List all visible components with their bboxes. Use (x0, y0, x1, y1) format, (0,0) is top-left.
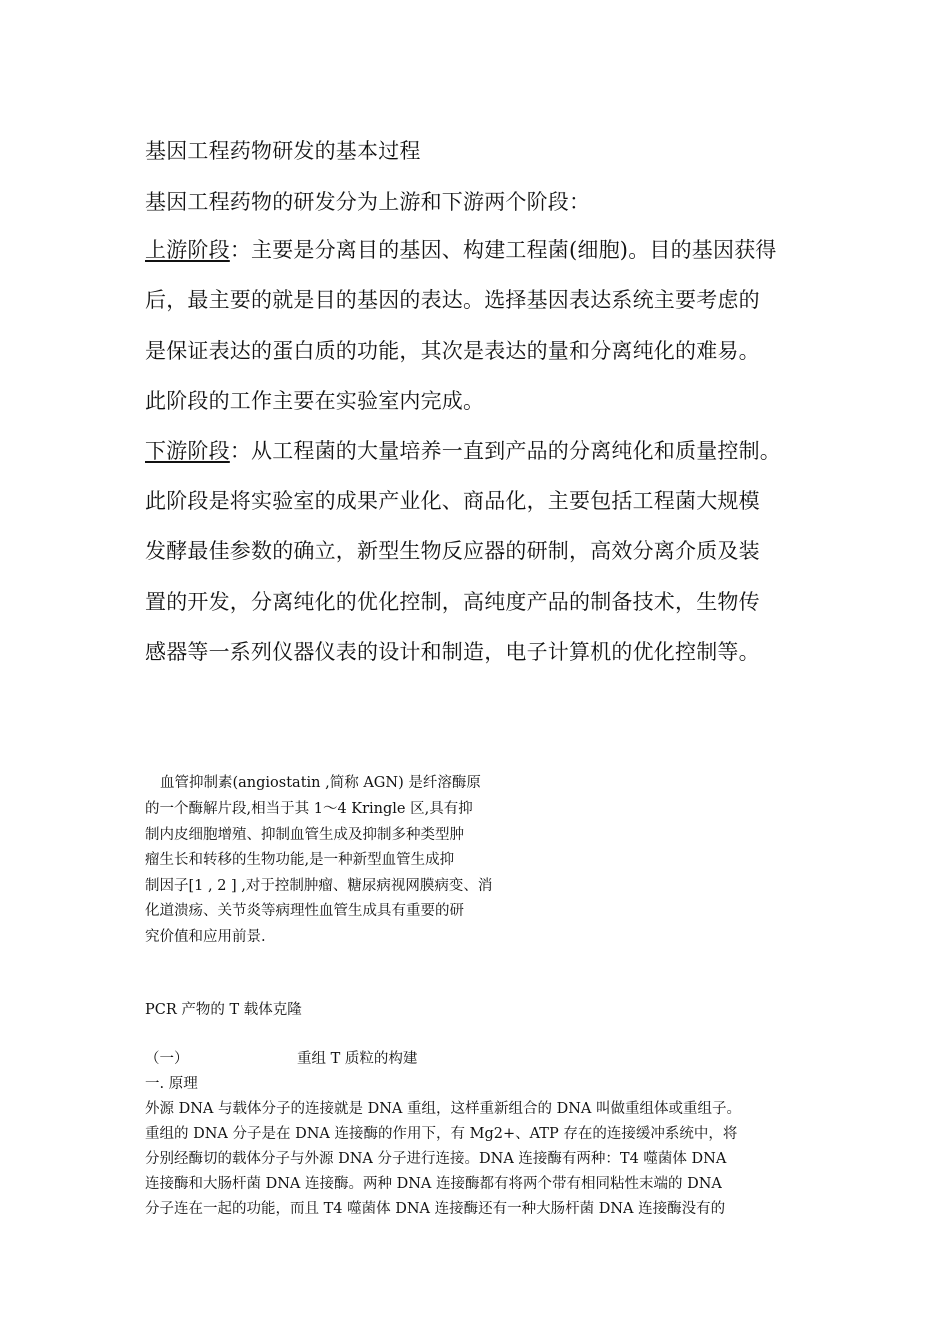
downstream-label: 下游阶段 (145, 439, 230, 463)
upstream-paragraph-line-2: 后，最主要的就是目的基因的表达。选择基因表达系统主要考虑的 (145, 288, 760, 312)
section-title: 基因工程药物研发的基本过程 (145, 139, 421, 163)
principle-body-line-1: 外源 DNA 与载体分子的连接就是 DNA 重组，这样重新组合的 DNA 叫做重组体或重组子。 (145, 1101, 742, 1117)
downstream-paragraph-line-3: 发酵最佳参数的确立，新型生物反应器的研制，高效分离介质及装 (145, 539, 760, 563)
subsection-number: （一） (145, 1051, 189, 1067)
upstream-line-1-text: ：主要是分离目的基因、构建工程菌(细胞)。目的基因获得 (229, 238, 777, 262)
downstream-paragraph-line-4: 置的开发，分离纯化的优化控制，高纯度产品的制备技术，生物传 (145, 590, 760, 614)
pcr-section-title: PCR 产物的 T 载体克隆 (145, 1002, 302, 1018)
principle-body-line-2: 重组的 DNA 分子是在 DNA 连接酶的作用下，有 Mg2+、ATP 存在的连接缓冲系统中，将 (145, 1126, 738, 1142)
downstream-line-1-text: ：从工程菌的大量培养一直到产品的分离纯化和质量控制。 (229, 439, 782, 463)
upstream-paragraph-line-1 (145, 240, 777, 261)
subsection-title: 重组 T 质粒的构建 (297, 1051, 418, 1067)
angiostatin-paragraph-line-1: 血管抑制素(angiostatin ,简称 AGN) 是纤溶酶原 (160, 775, 481, 791)
upstream-paragraph-line-3: 是保证表达的蛋白质的功能，其次是表达的量和分离纯化的难易。 (145, 339, 760, 363)
angiostatin-paragraph-line-5: 制因子[1 , 2 ] ,对于控制肿瘤、糖尿病视网膜病变、消 (145, 878, 493, 894)
angiostatin-paragraph-line-3: 制内皮细胞增殖、抑制血管生成及抑制多种类型肿 (145, 827, 464, 843)
principle-body-line-4: 连接酶和大肠杆菌 DNA 连接酶。两种 DNA 连接酶都有将两个带有相同粘性末端的 DNA (145, 1176, 722, 1192)
principle-body-line-5: 分子连在一起的功能，而且 T4 噬菌体 DNA 连接酶还有一种大肠杆菌 DNA 连接酶没有的 (145, 1201, 726, 1217)
downstream-paragraph-line-5: 感器等一系列仪器仪表的设计和制造，电子计算机的优化控制等。 (145, 640, 760, 664)
upstream-paragraph-line-4: 此阶段的工作主要在实验室内完成。 (145, 389, 485, 413)
downstream-paragraph-line-2: 此阶段是将实验室的成果产业化、商品化，主要包括工程菌大规模 (145, 489, 760, 513)
principle-heading: 一. 原理 (145, 1076, 198, 1092)
angiostatin-paragraph-line-7: 究价值和应用前景. (145, 929, 266, 945)
intro-paragraph: 基因工程药物的研发分为上游和下游两个阶段： (145, 190, 591, 214)
principle-body-line-3: 分别经酶切的载体分子与外源 DNA 分子进行连接。DNA 连接酶有两种：T4 噬菌体 DNA (145, 1151, 727, 1167)
upstream-label: 上游阶段 (145, 238, 230, 262)
angiostatin-paragraph-line-2: 的一个酶解片段,相当于其 1～4 Kringle 区,具有抑 (145, 801, 473, 817)
angiostatin-paragraph-line-6: 化道溃疡、关节炎等病理性血管生成具有重要的研 (145, 903, 464, 919)
downstream-paragraph-line-1 (145, 441, 781, 462)
angiostatin-paragraph-line-4: 瘤生长和转移的生物功能,是一种新型血管生成抑 (145, 852, 455, 868)
